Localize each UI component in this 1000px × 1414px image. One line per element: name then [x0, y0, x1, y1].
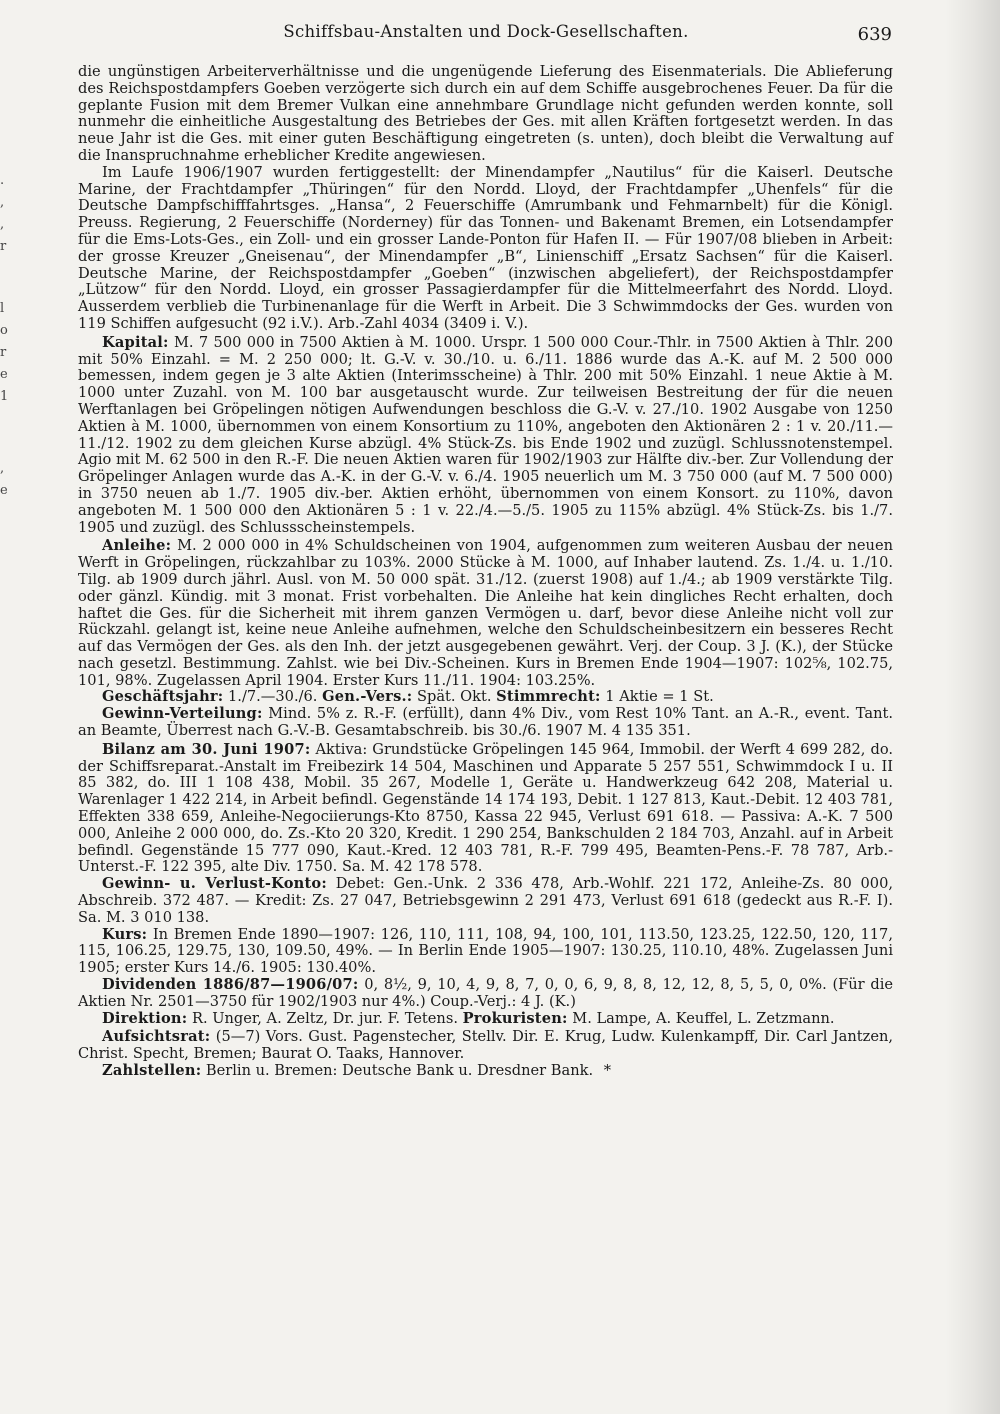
section-gewinn-verteilung	[78, 706, 893, 740]
margin-spacer	[0, 258, 14, 298]
margin-mark: r	[0, 345, 7, 360]
section-bilanz	[78, 742, 893, 876]
kurs-text: In Bremen Ende 1890—1907: 126, 110, 111, 108, 94, 100, 101, 113.50, 123.25, 122.50, 120, 117, 115, 106.25, 129.75, 130, 109.50, 49%. — In Berlin Ende 1905—1907: 130.25, 110.10, 48%. Zugelassen Juni 1905; erster Kurs 14./6. 1905: 130.40%.	[78, 925, 893, 977]
gewinn-verlust-text: Debet: Gen.-Unk. 2 336 478, Arb.-Wohlf. 221 172, Anleihe-Zs. 80 000, Abschreib. 372 487. — Kredit: Zs. 27 047, Betriebsgewinn 2 291 473, Verlust 691 618 (gedeckt aus R.-F. I). Sa. M. 3 010 138.	[78, 875, 893, 926]
margin-mark: e	[0, 483, 8, 498]
margin-mark: ,	[0, 217, 5, 232]
bilanz-text: Aktiva: Grundstücke Gröpelingen 145 964, Immobil. der Werft 4 699 282, do. der Schiffsreparat.-Anstalt im Freibezirk 14 504, Maschinen und Apparate 5 257 551, Schwimmdock I u. II 85 382, do. III 1 108 438, Mobil. 35 267, Modelle 1, Geräte u. Handwerkzeug 642 208, Material u. Warenlager 1 422 214, in Arbeit befindl. Gegenstände 14 174 193, Debit. 1 127 813, Kaut.-Debit. 12 403 781, Effekten 338 659, Anleihe-Negociierungs-Kto 8750, Kassa 22 945, Verlust 691 618. — Passiva: A.-K. 7 500 000, Anleihe 2 000 000, do. Zs.-Kto 20 320, Kredit. 1 290 254, Bankschulden 2 184 703, Anzahl. auf in Arbeit befindl. Gegenstände 15 777 090, Kaut.-Kred. 12 403 781, R.-F. 799 495, Beamten-Pens.-F. 78 787, Arb.-Unterst.-F. 122 395, alte Div. 1750. Sa. M. 42 178 578.	[78, 740, 893, 876]
prokuristen-text: M. Lampe, A. Keuffel, L. Zetzmann.	[572, 1009, 835, 1027]
section-geschaeftsjahr	[78, 689, 893, 706]
left-margin-marks	[0, 170, 14, 502]
section-anleihe	[78, 538, 893, 689]
genvers-label: Gen.-Vers.:	[322, 688, 413, 706]
page-body	[78, 64, 893, 1080]
paragraph-ships: Im Laufe 1906/1907 wurden fertiggestellt: der Minendampfer „Nautilus“ für die Kaiserl. Deutsche Marine, der Frachtdampfer „Thüringen“ für den Nordd. Lloyd, der Frachtdampfer „Uhenfels“ für die Deutsche Dampfschifffahrtsges. „Hansa“, 2 Feuerschiffe (Amrumbank und Fehmarnbelt) für die Königl. Preuss. Regierung, 2 Feuerschiffe (Norderney) für das Tonnen- und Bakenamt Bremen, ein Lotsendampfer für die Ems-Lots-Ges., ein Zoll- und ein grosser Lande-Ponton für Hafen II. — Für 1907/08 blieben in Arbeit: der grosse Kreuzer „Gneisenau“, der Minendampfer „B“, Linienschiff „Ersatz Sachsen“ für die Kaiserl. Deutsche Marine, der Reichspostdampfer „Goeben“ (inzwischen abgeliefert), der Reichspostdampfer „Lützow“ für den Nordd. Lloyd, ein grosser Passagierdampfer für die Mittelmeerfahrt des Nordd. Lloyd. Ausserdem verblieb die Turbinenanlage für die Werft in Arbeit. Die 3 Schwimmdocks der Ges. wurden von 119 Schiffen aufgesucht (92 i.V.). Arb.-Zahl 4034 (3409 i. V.).	[78, 163, 893, 332]
geschaeftsjahr-text: 1./7.—30./6.	[228, 688, 318, 706]
anleihe-label: Anleihe:	[102, 537, 172, 555]
prokuristen-label: Prokuristen:	[462, 1009, 568, 1027]
gewinn-verlust-label: Gewinn- u. Verlust-Konto:	[102, 875, 327, 893]
page-number: 639	[857, 24, 892, 45]
anleihe-text: M. 2 000 000 in 4% Schuldscheinen von 1904, aufgenommen zum weiteren Ausbau der neuen Werft in Gröpelingen, rückzahlbar zu 103%. 2000 Stücke à M. 1000, auf Inhaber lautend. Zs. 1./4. u. 1./10. Tilg. ab 1909 durch jährl. Ausl. von M. 50 000 spät. 31./12. (zuerst 1908) auf 1./4.; ab 1909 verstärkte Tilg. oder gänzl. Kündig. mit 3 monat. Frist vorbehalten. Die Anleihe hat kein dingliches Recht erhalten, doch haftet die Ges. für die Sicherheit mit ihrem ganzen Vermögen u. darf, bevor diese Anleihe nicht voll zur Rückzahl. gelangt ist, keine neue Anleihe aufnehmen, welche den Schuldscheinbesitzern ein besseres Recht auf das Vermögen der Ges. als den Inh. der jetzt ausgegebenen gewährt. Verj. der Coup. 3 J. (K.), der Stücke nach gesetzl. Bestimmung. Zahlst. wie bei Div.-Scheinen. Kurs in Bremen Ende 1904—1907: 102⅝, 102.75, 101, 98%. Zugelassen April 1904. Erster Kurs 11./11. 1904: 103.25%.	[78, 537, 893, 689]
margin-mark: e	[0, 367, 8, 382]
margin-mark: o	[0, 323, 8, 338]
section-kurs	[78, 927, 893, 977]
aufsichtsrat-label: Aufsichtsrat:	[102, 1028, 211, 1046]
section-kapital	[78, 335, 893, 537]
stimmrecht-label: Stimmrecht:	[496, 688, 601, 706]
section-zahlstellen	[78, 1063, 893, 1080]
section-gewinn-verlust	[78, 876, 893, 926]
zahlstellen-label: Zahlstellen:	[102, 1062, 202, 1080]
margin-mark: r	[0, 239, 7, 254]
kurs-label: Kurs:	[102, 925, 148, 943]
margin-mark: l	[0, 301, 5, 316]
stimmrecht-text: 1 Aktie = 1 St.	[605, 688, 714, 706]
kapital-text: M. 7 500 000 in 7500 Aktien à M. 1000. Urspr. 1 500 000 Cour.-Thlr. in 7500 Aktien à Thlr. 200 mit 50% Einzahl. = M. 2 250 000; lt. G.-V. v. 30./10. u. 6./11. 1886 wurde das A.-K. auf M. 2 500 000 bemessen, indem gegen je 3 alte Aktien (Interimsscheine) à Thlr. 200 mit 50% Einzahl. 1 neue Aktie à M. 1000 unter Zuzahl. von M. 100 bar ausgetauscht wurde. Zur teilweisen Bestreitung der für die neuen Werftanlagen bei Gröpelingen nötigen Aufwendungen beschloss die G.-V. v. 27./10. 1902 Ausgabe von 1250 Aktien à M. 1000, übernommen von einem Konsortium zu 110%, angeboten den Aktionären 2 : 1 v. 20./11.—11./12. 1902 zu dem gleichen Kurse abzügl. 4% Stück-Zs. bis Ende 1902 und zuzügl. Schlussnotenstempel. Agio mit M. 62 500 in den R.-F. Die neuen Aktien waren für 1902/1903 zur Hälfte div.-ber. Zur Vollendung der Gröpelinger Anlagen wurde das A.-K. in der G.-V. v. 6./4. 1905 neuerlich um M. 3 750 000 (auf M. 7 500 000) in 3750 neuen ab 1./7. 1905 div.-ber. Aktien erhöht, übernommen von einem Konsort. zu 110%, davon angeboten M. 1 500 000 den Aktionären 5 : 1 v. 22./4.—5./5. 1905 zu 115% abzügl. 4% Stück-Zs. bis 1./7. 1905 und zuzügl. des Schlussscheinstempels.	[78, 333, 894, 536]
margin-mark: 1	[0, 389, 9, 404]
section-dividenden	[78, 977, 893, 1011]
margin-spacer	[0, 408, 14, 458]
kapital-label: Kapital:	[102, 333, 169, 351]
margin-mark: ,	[0, 461, 5, 476]
bilanz-label: Bilanz am 30. Juni 1907:	[102, 740, 311, 758]
dividenden-label: Dividenden 1886/87—1906/07:	[102, 976, 359, 994]
page-edge-shadow	[945, 0, 1000, 1414]
gewinn-verteilung-text: Mind. 5% z. R.-F. (erfüllt), dann 4% Div., vom Rest 10% Tant. an A.-R., event. Tant. an Beamte, Überrest nach G.-V.-B. Gesamtabschreib. bis 30./6. 1907 M. 4 135 351.	[78, 705, 894, 740]
running-title: Schiffsbau-Anstalten und Dock-Gesellschaften.	[283, 22, 689, 41]
paragraph-intro: die ungünstigen Arbeiterverhältnisse und die ungenügende Lieferung des Eisenmaterials. Die Ablieferung des Reichspostdampfers Goeben verzögerte sich durch ein auf dem Schiffe ausgebrochenes Feuer. Da für die geplante Fusion mit dem Bremer Vulkan eine annehmbare Grundlage nicht gefunden werden konnte, soll nunmehr die einheitliche Ausgestaltung des Betriebes der Ges. mit allen Kräften fortgesetzt werden. In das neue Jahr ist die Ges. mit einer guten Beschäftigung eingetreten (s. unten), doch bleibt die Verwaltung auf die Inanspruchnahme erheblicher Kredite angewiesen.	[78, 63, 893, 164]
page-header	[80, 22, 892, 50]
direktion-label: Direktion:	[102, 1009, 188, 1027]
margin-mark: .	[0, 173, 5, 188]
section-aufsichtsrat	[78, 1029, 893, 1063]
section-direktion	[78, 1011, 893, 1028]
genvers-text: Spät. Okt.	[417, 688, 492, 706]
dividenden-text: 0, 8½, 9, 10, 4, 9, 8, 7, 0, 0, 6, 9, 8, 8, 12, 12, 8, 5, 5, 0, 0%. (Für die Aktien Nr. 2501—3750 für 1902/1903 nur 4%.) Coup.-Verj.: 4 J. (K.)	[78, 976, 894, 1010]
margin-mark: ,	[0, 195, 5, 210]
end-asterisk: *	[603, 1062, 612, 1080]
aufsichtsrat-text: (5—7) Vors. Gust. Pagenstecher, Stellv. Dir. E. Krug, Ludw. Kulenkampff, Dir. Carl Jantzen, Christ. Specht, Bremen; Baurat O. Taaks, Hannover.	[78, 1028, 893, 1063]
direktion-text: R. Unger, A. Zeltz, Dr. jur. F. Tetens.	[191, 1009, 458, 1027]
geschaeftsjahr-label: Geschäftsjahr:	[102, 688, 224, 706]
zahlstellen-text: Berlin u. Bremen: Deutsche Bank u. Dresdner Bank.	[205, 1062, 594, 1080]
gewinn-verteilung-label: Gewinn-Verteilung:	[102, 705, 263, 723]
